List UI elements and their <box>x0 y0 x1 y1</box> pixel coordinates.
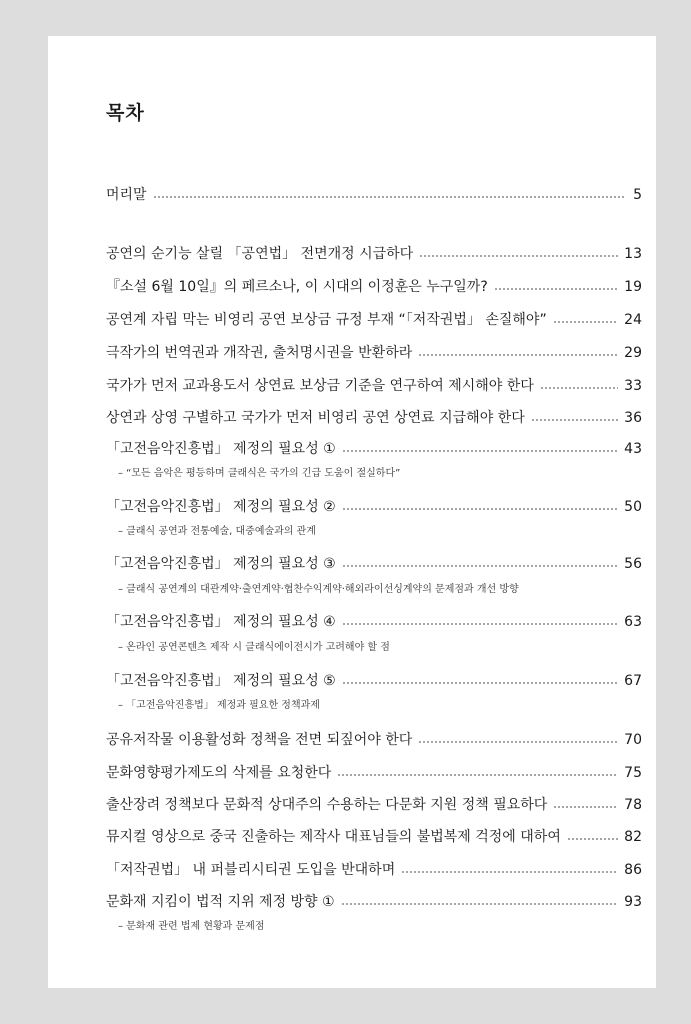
toc-entry[interactable] <box>106 377 642 395</box>
toc-entry-label: 극작가의 번역권과 개작권, 출처명시권을 반환하라 <box>106 345 413 361</box>
toc-entry[interactable] <box>106 186 642 204</box>
toc-entry-subtitle: – 「고전음악진흥법」 제정과 필요한 정책과제 <box>118 700 320 711</box>
toc-entry-page: 86 <box>624 862 642 878</box>
toc-entry-page: 19 <box>624 279 642 295</box>
dot-leader <box>553 806 618 808</box>
dot-leader <box>419 255 618 257</box>
toc-entry-label: 「고전음악진흥법」 제정의 필요성 ④ <box>106 614 336 630</box>
toc-entry[interactable] <box>106 861 642 879</box>
toc-entry[interactable] <box>106 731 642 749</box>
toc-entry-label: 문화영향평가제도의 삭제를 요청한다 <box>106 765 332 781</box>
document-page <box>48 36 656 988</box>
toc-entry-page: 33 <box>624 378 642 394</box>
toc-entry[interactable] <box>106 409 642 427</box>
toc-entry-page: 56 <box>624 556 642 572</box>
toc-entry-label: 「고전음악진흥법」 제정의 필요성 ① <box>106 441 336 457</box>
toc-entry-page: 24 <box>624 312 642 328</box>
dot-leader <box>342 450 618 452</box>
dot-leader <box>418 354 618 356</box>
dot-leader <box>342 682 618 684</box>
toc-entry[interactable] <box>106 278 642 296</box>
dot-leader <box>337 774 618 776</box>
toc-entry[interactable] <box>106 764 642 782</box>
toc-entry-subtitle: – 문화재 관련 법제 현황과 문제점 <box>118 921 265 932</box>
toc-entry-page: 63 <box>624 614 642 630</box>
dot-leader <box>418 741 618 743</box>
toc-entry[interactable] <box>106 828 642 846</box>
toc-entry-label: 출산장려 정책보다 문화적 상대주의 수용하는 다문화 지원 정책 필요하다 <box>106 797 548 813</box>
toc-entry-subtitle: – 온라인 공연콘텐츠 제작 시 클래식에이전시가 고려해야 할 점 <box>118 642 390 653</box>
toc-entry-label: 상연과 상영 구별하고 국가가 먼저 비영리 공연 상연료 지급해야 한다 <box>106 410 525 426</box>
dot-leader <box>341 903 619 905</box>
toc-entry-page: 82 <box>624 829 642 845</box>
toc-entry[interactable] <box>106 672 642 690</box>
toc-entry-page: 78 <box>624 797 642 813</box>
toc-title: 목차 <box>106 102 145 124</box>
toc-entry-label: 「고전음악진흥법」 제정의 필요성 ⑤ <box>106 673 336 689</box>
toc-entry-label: 국가가 먼저 교과용도서 상연료 보상금 기준을 연구하여 제시해야 한다 <box>106 378 534 394</box>
toc-entry[interactable] <box>106 344 642 362</box>
dot-leader <box>567 838 618 840</box>
toc-entry-label: 공연의 순기능 살릴 「공연법」 전면개정 시급하다 <box>106 246 414 262</box>
toc-entry-label: 뮤지컬 영상으로 중국 진출하는 제작사 대표님들의 불법복제 걱정에 대하여 <box>106 829 561 845</box>
toc-entry-subtitle: – 클래식 공연계의 대관계약·출연계약·협찬수익계약·해외라이선싱계약의 문제점과 개선 방향 <box>118 584 519 595</box>
toc-entry-label: 문화재 지킴이 법적 지위 제정 방향 ① <box>106 894 335 910</box>
toc-entry-page: 13 <box>624 246 642 262</box>
toc-entry-page: 43 <box>624 441 642 457</box>
dot-leader <box>531 419 618 421</box>
dot-leader <box>494 288 618 290</box>
toc-entry[interactable] <box>106 893 642 911</box>
toc-entry-subtitle: – 클래식 공연과 전통예술, 대중예술과의 관계 <box>118 526 316 537</box>
toc-entry[interactable] <box>106 796 642 814</box>
dot-leader <box>153 196 626 198</box>
toc-entry[interactable] <box>106 555 642 573</box>
toc-entry-label: 공연계 자립 막는 비영리 공연 보상금 규정 부재 “「저작권법」 손질해야” <box>106 312 547 328</box>
toc-entry-label: 「고전음악진흥법」 제정의 필요성 ③ <box>106 556 336 572</box>
toc-entry[interactable] <box>106 613 642 631</box>
toc-entry[interactable] <box>106 498 642 516</box>
toc-entry-label: 공유저작물 이용활성화 정책을 전면 되짚어야 한다 <box>106 732 413 748</box>
dot-leader <box>401 871 618 873</box>
toc-entry-page: 93 <box>624 894 642 910</box>
dot-leader <box>342 623 618 625</box>
toc-entry-page: 67 <box>624 673 642 689</box>
toc-entry-label: 「저작권법」 내 퍼블리시티권 도입을 반대하며 <box>106 862 396 878</box>
toc-entry-page: 75 <box>624 765 642 781</box>
toc-entry-page: 50 <box>624 499 642 515</box>
toc-entry[interactable] <box>106 245 642 263</box>
toc-entry[interactable] <box>106 440 642 458</box>
dot-leader <box>540 387 618 389</box>
toc-entry-label: 머리말 <box>106 187 147 203</box>
toc-entry-subtitle: – “모든 음악은 평등하며 클래식은 국가의 긴급 도움이 절실하다” <box>118 468 401 479</box>
dot-leader <box>553 321 618 323</box>
toc-entry-page: 5 <box>633 187 642 203</box>
toc-entry-label: 『소설 6월 10일』의 페르소나, 이 시대의 이정훈은 누구일까? <box>106 279 488 295</box>
toc-entry-page: 29 <box>624 345 642 361</box>
toc-entry[interactable] <box>106 311 642 329</box>
toc-entry-page: 36 <box>624 410 642 426</box>
toc-entry-page: 70 <box>624 732 642 748</box>
dot-leader <box>342 565 618 567</box>
dot-leader <box>342 508 618 510</box>
toc-entry-label: 「고전음악진흥법」 제정의 필요성 ② <box>106 499 336 515</box>
